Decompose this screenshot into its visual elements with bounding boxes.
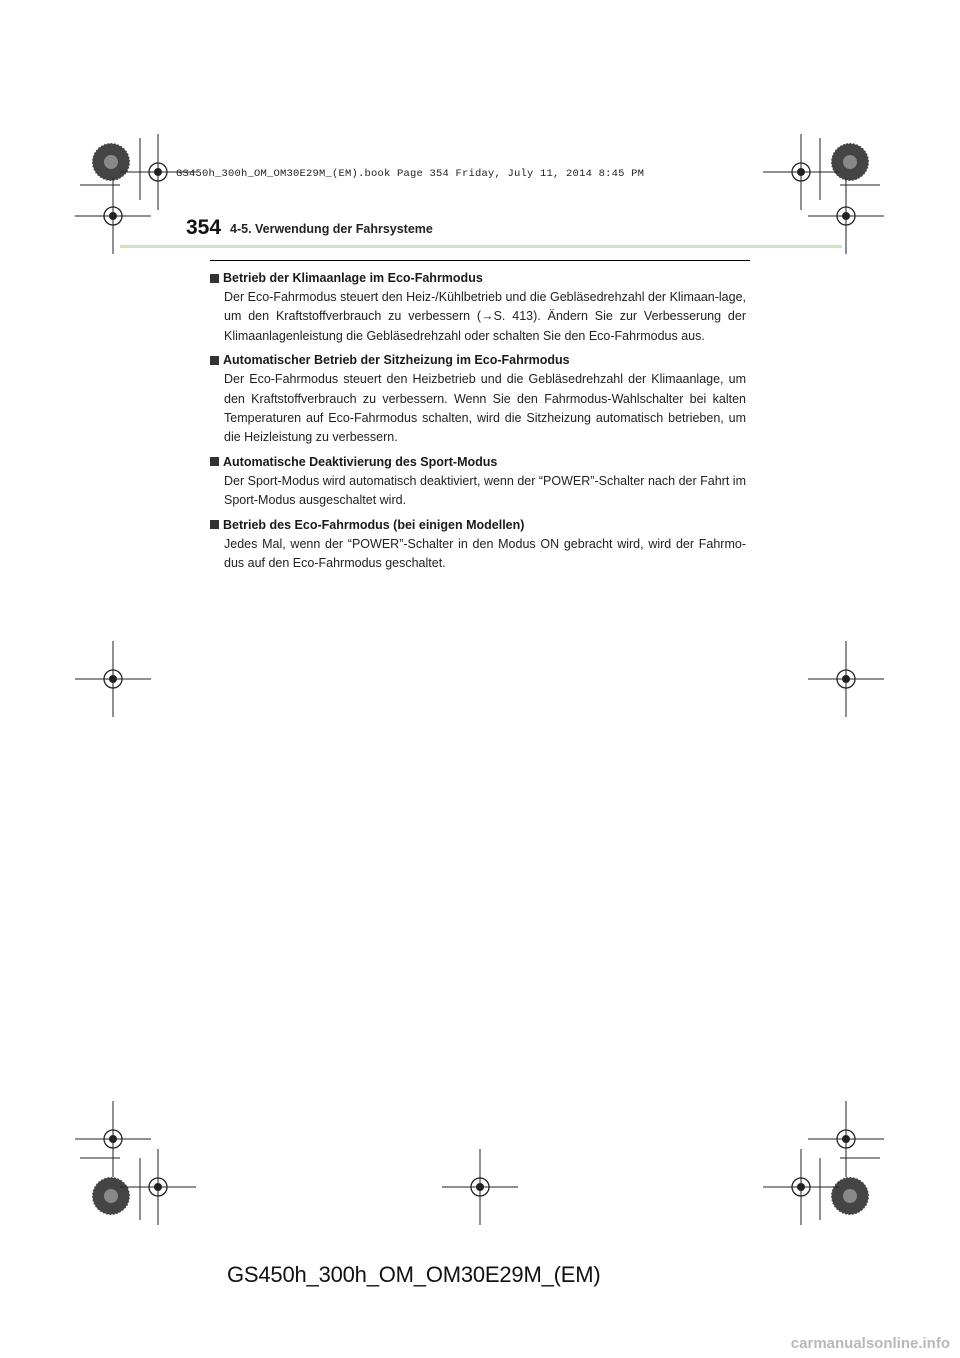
square-bullet-icon xyxy=(210,356,219,365)
crosshair-icon xyxy=(763,134,839,210)
section xyxy=(210,452,746,511)
section xyxy=(210,515,746,574)
square-bullet-icon xyxy=(210,457,219,466)
crosshair-icon xyxy=(442,1149,518,1225)
section-heading-text: Betrieb der Klimaanlage im Eco-Fahrmodus xyxy=(223,271,483,285)
section xyxy=(210,268,746,346)
square-bullet-icon xyxy=(210,274,219,283)
crosshair-icon xyxy=(808,1101,884,1177)
page-content xyxy=(210,268,746,577)
section-heading xyxy=(210,268,746,288)
section-heading xyxy=(210,452,746,472)
section-heading-text: Betrieb des Eco-Fahrmodus (bei einigen Modellen) xyxy=(223,517,525,532)
section-heading-text: Automatischer Betrieb der Sitzheizung im Eco-Fahrmodus xyxy=(223,353,570,368)
watermark: carmanualsonline.info xyxy=(790,1335,950,1352)
section-body: Der Eco-Fahrmodus steuert den Heizbetrieb und die Gebläsedrehzahl der Klimaanlage, um den Kraftstoffverbrauch zu verbessern. Wenn Sie den Fahrmodus-Wahlschalter bei kalten Temperaturen auf Eco-Fahrmodus schalten, wird die Sitzheizung automatisch betrieben, um die Heizleistung zu verbessern. xyxy=(224,372,746,445)
section-divider xyxy=(210,260,750,261)
star-target-icon xyxy=(831,1177,869,1215)
section-body: Der Eco-Fahrmodus steuert den Heiz-/Kühlbetrieb und die Gebläsedrehzahl der Klimaan-lage, um den Kraftstoffverbrauch zu verbessern (→S. 413). Ändern Sie zur Verbesserung der Klimaanlagenleistung die Gebläsedrehzahl oder schalten Sie den Eco-Fahrmodus aus. xyxy=(224,290,746,343)
crosshair-icon xyxy=(808,178,884,254)
section xyxy=(210,350,746,448)
star-target-icon xyxy=(92,143,130,181)
section-heading xyxy=(210,515,746,535)
star-target-icon xyxy=(92,1177,130,1215)
footer-document-code: GS450h_300h_OM_OM30E29M_(EM) xyxy=(227,1262,601,1287)
crosshair-icon xyxy=(120,1149,196,1225)
page-number: 354 xyxy=(186,216,222,239)
star-target-icon xyxy=(831,143,869,181)
section-body: Jedes Mal, wenn der “POWER”-Schalter in den Modus ON gebracht wird, wird der Fahrmo-dus auf den Eco-Fahrmodus geschaltet. xyxy=(224,536,746,571)
section-heading-text: Automatische Deaktivierung des Sport-Modus xyxy=(223,454,498,469)
crosshair-icon xyxy=(75,641,151,717)
crosshair-icon xyxy=(808,641,884,717)
square-bullet-icon xyxy=(210,520,219,529)
crosshair-icon xyxy=(763,1149,839,1225)
section-heading xyxy=(210,350,746,370)
book-stamp: GS450h_300h_OM_OM30E29M_(EM).book Page 354 Friday, July 11, 2014 8:45 PM xyxy=(176,168,645,180)
header-rule xyxy=(120,245,842,248)
section-body: Der Sport-Modus wird automatisch deaktiviert, wenn der “POWER”-Schalter nach der Fahrt im Sport-Modus ausgeschaltet wird. xyxy=(224,473,746,508)
chapter-title: 4-5. Verwendung der Fahrsysteme xyxy=(230,222,433,236)
